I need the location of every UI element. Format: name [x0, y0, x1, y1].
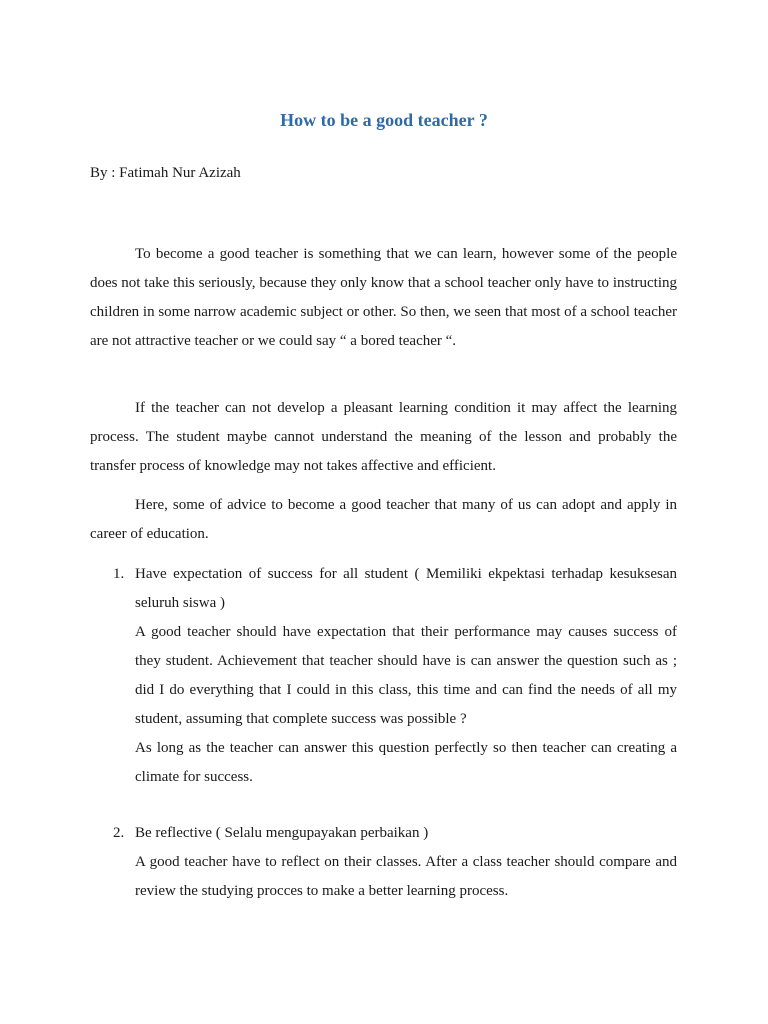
- paragraph-intro: To become a good teacher is something that we can learn, however some of the people does not take this seriously, because they only know that a school teacher only have to instructing children in some narrow academic subject or other. So then, we seen that most of a school teacher are not attractive teacher or we could say “ a bored teacher “.: [90, 246, 677, 349]
- list-item-body: A good teacher have to reflect on their classes. After a class teacher should compare and review the studying procces to make a better learning process.: [135, 854, 677, 899]
- list-item-body: A good teacher should have expectation that their performance may causes success of they student. Achievement that teacher should have is can answer the question such as ; did I do everything that I could in this class, this time and can find the needs of all my student, assuming that complete success was possible ?: [135, 624, 677, 727]
- advice-list-item-1: [90, 560, 677, 792]
- paragraph-advice: Here, some of advice to become a good teacher that many of us can adopt and apply in career of education.: [90, 497, 677, 542]
- list-number: 1.: [113, 566, 125, 582]
- advice-list-item-2: [90, 819, 677, 906]
- list-item: [90, 560, 677, 792]
- paragraph-learning-condition: If the teacher can not develop a pleasant learning condition it may affect the learning process. The student maybe cannot understand the meaning of the lesson and probably the transfer process of knowledge may not takes affective and efficient.: [90, 400, 677, 474]
- document-title: How to be a good teacher ?: [280, 110, 488, 130]
- list-item-heading: Be reflective ( Selalu mengupayakan perbaikan ): [135, 825, 429, 841]
- author-line: By : Fatimah Nur Azizah: [90, 165, 241, 181]
- list-item: [90, 819, 677, 906]
- list-number: 2.: [113, 825, 125, 841]
- list-item-heading: Have expectation of success for all student ( Memiliki ekpektasi terhadap kesuksesan seluruh siswa ): [135, 566, 677, 611]
- list-item-body: As long as the teacher can answer this question perfectly so then teacher can creating a climate for success.: [135, 740, 677, 785]
